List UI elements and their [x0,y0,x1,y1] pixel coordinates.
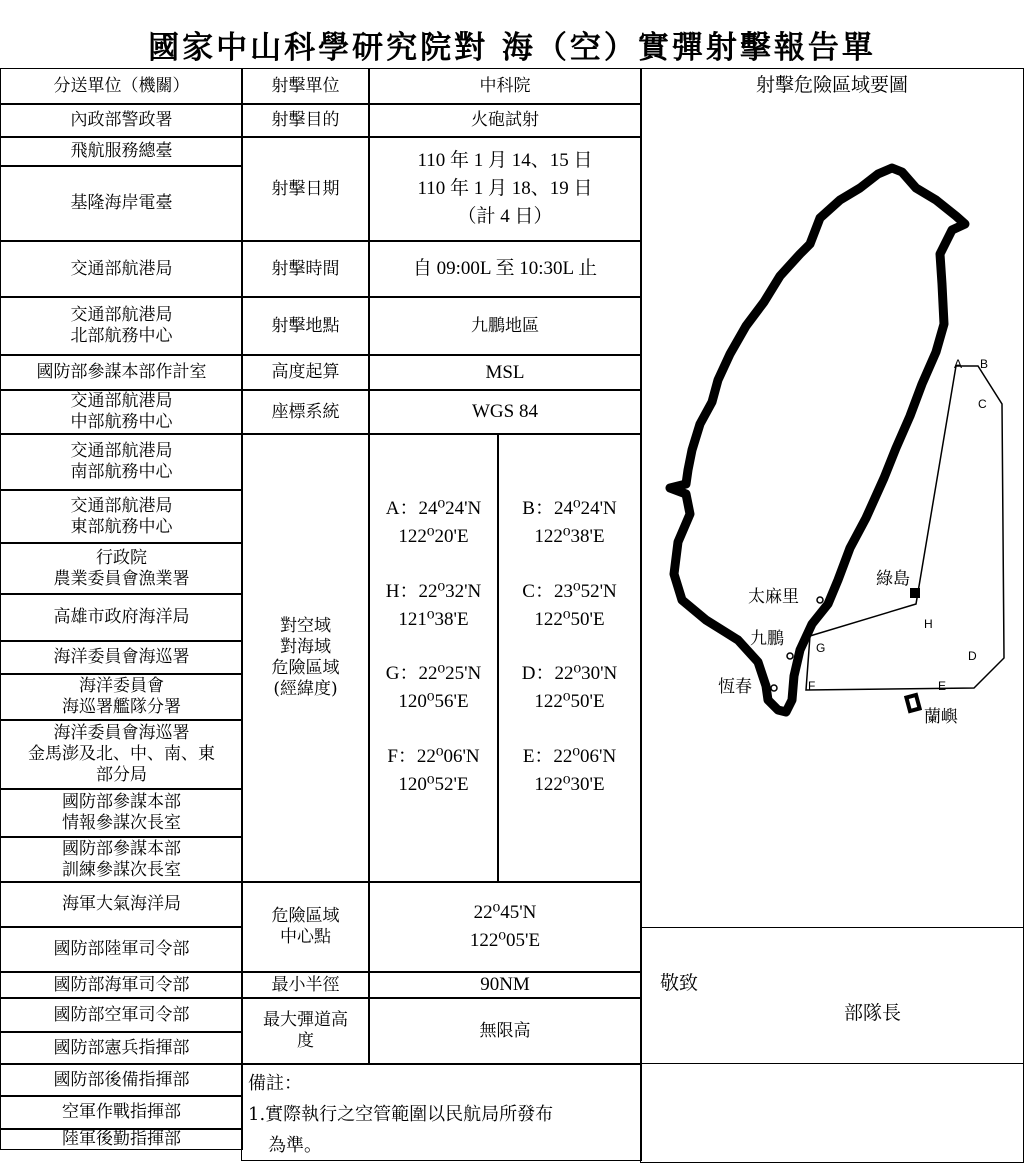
date-label [241,136,370,242]
recipient-16-text: 國防部參謀本部 [62,838,181,859]
unit-value [368,68,642,105]
latitude: H：22⁰32'N [385,580,482,602]
recipient-8-text: 南部航務中心 [70,462,173,482]
recipient-23 [0,1095,243,1130]
map-label-jiupeng: 九鵬 [750,629,784,649]
map-label-green-island: 綠島 [876,569,910,589]
point-e: E [938,679,947,693]
coord-sys-label [241,389,370,435]
longitude: 122⁰50'E [534,608,605,630]
recipient-9-text: 交通部航港局 [70,495,173,516]
max-alt-label-text: 度 [297,1031,314,1051]
recipient-7 [0,389,243,435]
recipient-15 [0,788,243,838]
recipients-header-text: 分送單位（機關） [53,76,190,96]
recipient-8 [0,433,243,491]
date-label-text: 射擊日期 [271,178,340,199]
center-value-text: 22⁰45'N [473,902,537,923]
coord-point [386,495,481,551]
recipient-6-text: 國防部參謀本部作計室 [36,362,207,382]
recipient-9-text: 東部航務中心 [70,516,173,537]
recipient-8-text: 交通部航港局 [70,441,173,461]
coords-right [497,433,642,883]
center-label [241,881,370,973]
center-value [368,881,642,973]
remarks [241,1063,642,1161]
point-b: B [980,357,989,371]
recipient-16 [0,836,243,883]
recipient-5-text: 交通部航港局 [70,305,173,325]
longitude: 122⁰38'E [534,526,605,548]
recipient-4 [0,240,243,298]
latitude: F：22⁰06'N [387,745,480,767]
recipient-12 [0,640,243,675]
center-label-text: 危險區域 [271,906,340,926]
green-island-mark [910,588,920,598]
recipient-21-text: 國防部憲兵指揮部 [53,1037,190,1058]
purpose-value [368,103,642,138]
map-title: 射擊危險區域要圖 [755,74,908,96]
recipient-2-text: 飛航服務總臺 [70,141,173,161]
recipient-13 [0,673,243,721]
min-radius-value [368,971,642,999]
recipient-7-text: 中部航務中心 [70,412,173,432]
danger-zone-map [640,104,1024,926]
zone-label-text: 危險區域 [271,658,340,678]
recipient-9 [0,489,243,544]
recipients-header [0,68,243,105]
altitude-value [368,354,642,391]
latitude: B：24⁰24'N [522,498,617,520]
recipient-10-text: 農業委員會漁業署 [53,568,190,589]
time-value-text: 自 09:00L 至 10:30L 止 [412,258,598,279]
time-label-text: 射擊時間 [271,258,340,279]
recipient-1-text: 內政部警政署 [70,110,173,130]
recipient-18-text: 國防部陸軍司令部 [53,939,190,959]
coord-point [522,660,617,716]
coord-point [387,743,479,799]
coord-point [522,578,616,634]
coord-point [386,578,481,634]
location-label-text: 射擊地點 [271,315,340,336]
max-alt-label-text: 最大彈道高 [263,1010,348,1030]
recipient-2 [0,136,243,167]
taiwan-outline [670,168,965,712]
signature-recipient: 部隊長 [844,1002,902,1024]
recipient-5 [0,296,243,356]
recipient-23-text: 空軍作戰指揮部 [62,1102,181,1122]
max-alt-value [368,997,642,1065]
longitude: 122⁰30'E [534,773,605,795]
lanyu-mark [906,695,919,711]
longitude: 120⁰56'E [398,691,469,713]
map-label-taimali: 太麻里 [748,587,799,607]
salutation: 敬致 [660,972,699,994]
min-radius-label-text: 最小半徑 [271,974,340,995]
document-title: 國家中山科學研究院對 海（空）實彈射擊報告單 [148,30,876,66]
recipient-16-text: 訓練參謀次長室 [62,859,181,880]
zone-label-text: 對空域 [280,616,331,636]
recipient-17 [0,881,243,928]
date-value [368,136,642,242]
coord-point [522,495,616,551]
recipient-20 [0,997,243,1033]
recipient-13-text: 海洋委員會 [79,676,164,696]
unit-value-text: 中科院 [479,76,531,96]
signature-box [640,927,1024,1064]
recipient-20-text: 國防部空軍司令部 [53,1004,190,1025]
coord-sys-value [368,389,642,435]
time-value [368,240,642,298]
remarks-line: 1.實際執行之空管範圍以民航局所發布 [248,1104,554,1125]
altitude-value-text: MSL [485,361,525,383]
latitude: A：24⁰24'N [385,498,482,520]
purpose-label-text: 射擊目的 [271,110,340,130]
purpose-value-text: 火砲試射 [471,110,539,130]
recipient-24-text: 陸軍後勤指揮部 [62,1128,181,1149]
recipient-19-text: 國防部海軍司令部 [53,974,190,995]
recipient-11-text: 高雄市政府海洋局 [53,607,190,627]
center-value-text: 122⁰05'E [469,930,541,951]
altitude-label-text: 高度起算 [271,362,340,382]
unit-label [241,68,370,105]
recipient-4-text: 交通部航港局 [70,258,173,279]
hengchun-dot [771,685,777,691]
recipient-14-text: 金馬澎及北、中、南、東 [28,744,215,764]
latitude: G：22⁰25'N [385,663,482,685]
date-value-text: 110 年 1 月 14、15 日 [417,150,593,171]
recipient-14 [0,719,243,790]
latitude: E：22⁰06'N [522,745,617,767]
recipient-3 [0,165,243,242]
coord-sys-value-text: WGS 84 [472,401,538,422]
taimali-dot [817,597,823,603]
recipient-15-text: 國防部參謀本部 [62,792,181,812]
recipient-18 [0,926,243,973]
zone-label [241,433,370,883]
max-alt-label [241,997,370,1065]
recipient-10-text: 行政院 [96,547,147,568]
recipient-22 [0,1063,243,1097]
center-label-text: 中心點 [280,927,331,947]
recipient-14-text: 部分局 [96,765,147,785]
point-d: D [968,649,977,663]
map-label-lanyu: 蘭嶼 [924,707,958,727]
time-label [241,240,370,298]
jiupeng-dot [787,653,793,659]
date-value-text: 110 年 1 月 18、19 日 [417,178,593,199]
longitude: 120⁰52'E [398,773,469,795]
recipient-3-text: 基隆海岸電臺 [70,193,173,213]
map-label-hengchun: 恆春 [718,677,752,697]
unit-label-text: 射擊單位 [271,76,340,96]
remarks-line: 為準。 [268,1135,322,1156]
recipient-24 [0,1128,243,1150]
recipient-19 [0,971,243,999]
blank-box [640,1063,1024,1163]
coord-sys-label-text: 座標系統 [271,401,340,422]
location-value [368,296,642,356]
coord-point [523,743,616,799]
point-f: F [808,679,816,693]
date-value-text: （計 4 日） [457,206,553,227]
recipient-14-text: 海洋委員會海巡署 [53,723,190,743]
coord-point [386,660,481,716]
recipient-1 [0,103,243,138]
recipient-15-text: 情報參謀次長室 [62,813,181,833]
min-radius-value-text: 90NM [480,974,530,995]
recipient-12-text: 海洋委員會海巡署 [53,647,190,667]
purpose-label [241,103,370,138]
zone-label-text: 對海域 [280,637,331,657]
location-value-text: 九鵬地區 [471,315,539,336]
location-label [241,296,370,356]
latitude: D：22⁰30'N [521,663,618,685]
recipient-6 [0,354,243,391]
latitude: C：23⁰52'N [522,580,617,602]
coords-left [368,433,499,883]
recipient-13-text: 海巡署艦隊分署 [62,697,181,717]
recipient-22-text: 國防部後備指揮部 [53,1069,190,1090]
recipient-21 [0,1031,243,1065]
point-h: H [924,617,933,631]
danger-zone-polygon [806,366,1004,690]
remarks-label: 備註： [248,1073,302,1094]
point-g: G [816,641,826,655]
recipient-11 [0,593,243,642]
longitude: 121⁰38'E [398,608,469,630]
recipient-17-text: 海軍大氣海洋局 [62,894,181,914]
max-alt-value-text: 無限高 [479,1020,531,1041]
point-a: A [954,357,963,371]
recipient-7-text: 交通部航港局 [70,391,173,411]
zone-label-text: (經緯度) [273,679,338,699]
longitude: 122⁰50'E [534,691,605,713]
recipient-5-text: 北部航務中心 [70,326,173,346]
recipient-10 [0,542,243,595]
altitude-label [241,354,370,391]
point-c: C [978,397,987,411]
min-radius-label [241,971,370,999]
longitude: 122⁰20'E [398,526,469,548]
